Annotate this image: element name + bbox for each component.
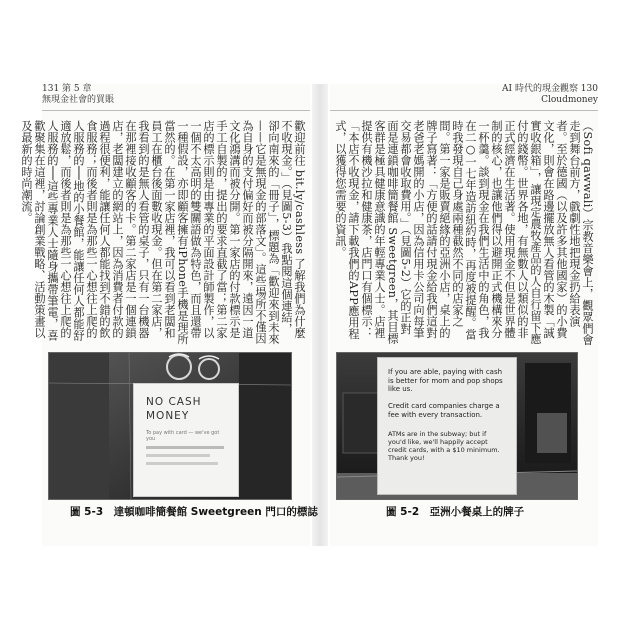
book-gutter [312,84,328,546]
sign-paragraph-3: ATMs are in the subway; but if you'd like, we'll happily accept credit cards, with a $10 minimum. Thank you! [388,430,500,462]
cash-preference-sign [377,357,517,495]
header-rule [330,110,598,111]
body-text: 歡迎前往 bit.ly/cashless 了解我們為什麼不收現金。」（見圖5-3）我點閱這個連結，卻向南來的「冊子」，標題為「歡迎來到未來——它是無現金的部落文」。這些場所不僅因為自身的支付偏好而被分隔開來，遠因一道文化鴻溝而被分開。第一家店的付款標示是手工自製的，提出的要求直截了當；第二家店的標示則是由專業的平面設計師製作，以一個不太高明的雙關語做為特色，而且還帶一種假設，亦即顧客擁有iPhone手機是理所當然的。在第一家店裡，我可以看到老闆和員工在櫃台後面數收現金。但在第二家店，我看到的是無人看管的桌子，只有一台機器在那裡接收顧客的卡。第二家店是一個連鎖店，老闆建立的網站上，因為消費者付款的過程很便利，能讓任何人都能找到不錯的飲食服務；而後者則是為那些一心想往上爬的人服務的──地的小餐館，能讓任何人都能舒適放鬆，而後者則是為那些一心想往上爬的人服務的──這些專業人士隨身攜帶筆電，喜歡聚集在這裡，討論創業戰略、活動策畫以及最新的時尚潮流。 [20,120,306,345]
sign-paragraph-1: If you are able, paying with cash is better for mom and pop shops like us. [388,368,503,393]
no-cash-sign [133,383,239,497]
page-header: 131 第 5 章 無現金社會的買賬 [42,84,115,105]
figure-caption: 圖 5-3 達頓咖啡簡餐館 Sweetgreen 門口的標誌 [70,506,318,518]
sign-title-line2: MONEY [146,410,190,422]
sign-paragraph-2: Credit card companies charge a fee with every transaction. [388,402,500,419]
sign-line [146,462,218,465]
right-page [330,84,598,546]
sign-line [146,446,224,449]
sign-small-text: To pay with card — we've got you [146,430,220,442]
sign-title-line1: NO CASH [146,396,202,408]
header-rule [42,110,310,111]
page-header: AI 時代的現金觀察 130 Cloudmoney [502,84,598,105]
left-page [20,84,318,546]
figure-photo-cash-sign [336,352,578,500]
figure-caption: 圖 5-2 亞洲小餐桌上的牌子 [386,506,525,518]
sign-line [146,454,210,457]
figure-photo-sweetgreen-door [48,352,292,500]
body-text: （Sofi qawwali）宗教音樂會上，觀眾們會走到舞台前方，戲劇性地把現金扔給表演者。至於德國（以及許多其他國家）的小費文化，則會在路邊擺放無人看管的木製「誠實收銀箱」，讓現定農牧產品的人自行留下應付的錢幣。世界各地，有無數人以類似的非正式經濟在生活著。使用現金不但是世界體制的核心，也讓他們得以避開正式機構來分一杯羹。談到現金在我們生活中的角色，我在二○一七年造訪紐約時，再度被提醒。當時我發現自己身處兩種截然不同的店家之間。第一家是販賣絕緣的亞洲小店，桌上的牌子寫著：「方便的話請付現金給我們這對老爸老媽開的小店，因為信用卡公司向每筆交易都會收取費用。」（見圖5-2）它的正對面是連鎖咖啡簡餐館 Sweetgreen，其目標客群是極具健康意識的年輕專業人士。店裡提供有機沙拉和健康茶，店門口有個標示：「本店不收現金，請下載我們的APP應用程式，以獲得您需要的資訊。 [334,120,594,346]
